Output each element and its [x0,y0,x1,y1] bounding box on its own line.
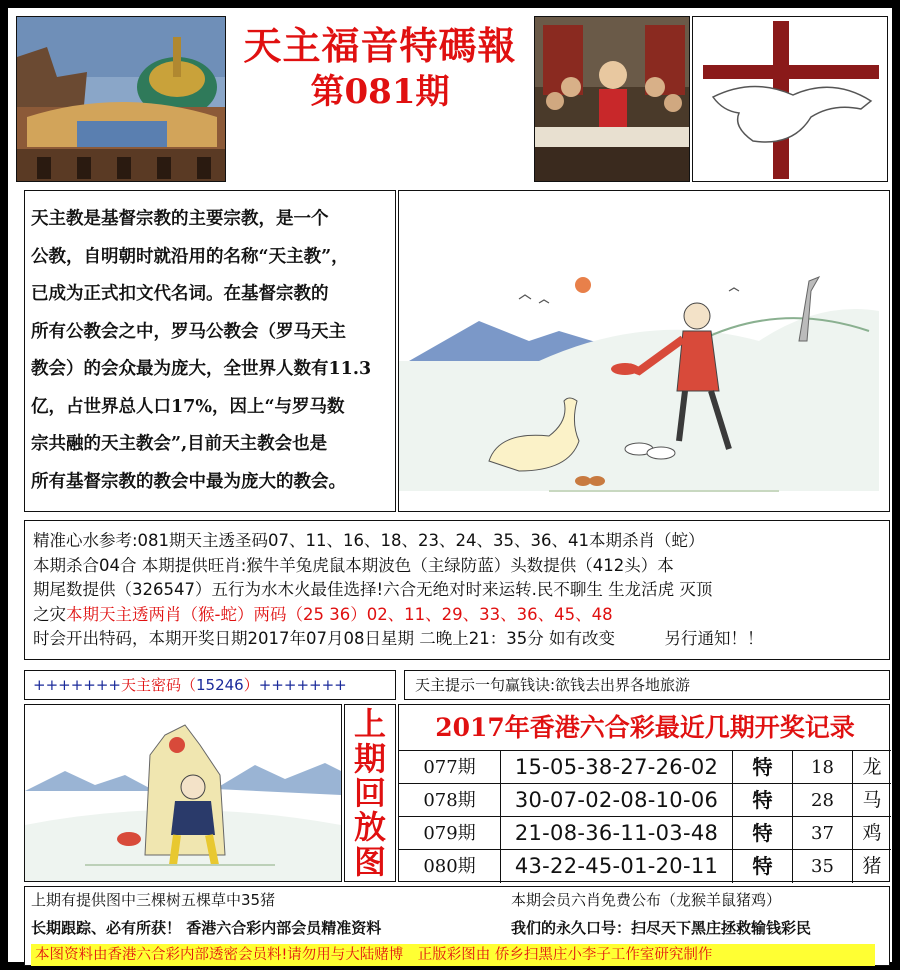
record-special-number: 37 [793,817,853,850]
record-special-label: 特 [733,817,793,850]
info-line: 本期杀合04合 本期提供旺肖:猴牛羊兔虎鼠本期波色（主绿防蓝）头数提供（412头）本 [33,555,674,575]
info-line: 时会开出特码，本期开奖日期2017年07月08日星期 二晚上21：35分 如有改变 另行通知！！ [33,629,764,648]
record-issue: 080期 [399,850,501,883]
review-char: 期 [353,739,386,778]
record-zodiac: 鸡 [862,822,882,844]
cross-dove-image [692,16,888,182]
last-review-label [344,704,396,882]
record-zodiac: 马 [862,789,882,811]
plus-decoration: +++++++ [33,676,121,694]
intro-line: 所有基督宗教的教会中最为庞大的教会。 [31,471,346,492]
table-row [399,784,891,817]
intro-line: 亿，占世界总人口17%，因上“与罗马数 [31,396,345,417]
record-issue: 079期 [399,817,501,850]
church-dome-image [16,16,226,182]
intro-line: 已成为正式扣文代名词。在基督宗教的 [31,284,329,304]
table-row [399,850,891,883]
last-supper-painting [534,16,690,182]
intro-line: 教会）的会众最为庞大，全世界人数有11.3 [31,359,372,379]
records-title: 2017年香港六合彩最近几期开奖记录 [399,705,891,751]
record-special-label: 特 [733,784,793,817]
boy-goose-illustration [398,190,890,512]
secret-label-end: ） [243,676,259,694]
record-zodiac: 猪 [862,855,882,877]
intro-paragraph [24,190,396,512]
info-line: 期尾数提供（326547）五行为水木火最佳选择!六合无绝对时来运转.民不聊生 生龙活虎 灭顶 [33,580,713,599]
tree-man-illustration [24,704,342,882]
record-special-label: 特 [733,751,793,784]
intro-line: 宗共融的天主教会”,目前天主教会也是 [31,434,328,454]
intro-line: 天主教是基督宗教的主要宗教，是一个 [31,209,329,229]
record-special-number: 28 [793,784,853,817]
review-char: 上 [353,705,386,744]
hint-bar: 天主提示一句赢钱诀:欲钱去出界各地旅游 [404,670,890,700]
record-numbers: 30-07-02-08-10-06 [501,784,733,817]
issue-number: 第081期 [310,72,450,112]
review-char: 回 [353,773,386,812]
footer-block [24,886,890,966]
table-row [399,751,891,784]
plus-decoration: +++++++ [258,676,347,694]
record-issue: 078期 [399,784,501,817]
newspaper-title: 天主福音特碼報 [243,23,517,68]
prediction-info-block [24,520,890,660]
footer-disclaimer-banner: 本图资料由香港六合彩内部透密会员料!请勿用与大陆赌博 正版彩图由 侨乡扫黑庄小李子工作室研究制作 [31,944,875,966]
review-char: 放 [353,808,386,847]
page [6,6,894,964]
intro-line: 所有公教会之中，罗马公教会（罗马天主 [31,321,346,342]
record-special-label: 特 [733,850,793,883]
record-numbers: 43-22-45-01-20-11 [501,850,733,883]
info-line [33,603,881,628]
record-zodiac: 龙 [862,756,882,778]
footer-slogan: 长期跟踪、必有所获！ 香港六合彩内部会员精准资料 [31,919,382,937]
record-special-number: 35 [793,850,853,883]
info-line: 精准心水参考:081期天主透圣码07、11、16、18、23、24、35、36、41本期杀肖（蛇） [33,531,705,550]
intro-line: 公教，自明朝时就沿用的名称“天主教”， [31,246,349,267]
newspaper-title-block [230,22,530,114]
record-numbers: 15-05-38-27-26-02 [501,751,733,784]
secret-code: 15246 [196,676,244,694]
footer-member-zodiac: 本期会员六肖免费公布（龙猴羊鼠猪鸡） [511,891,782,909]
table-row [399,817,891,850]
footer-motto: 我们的永久口号：扫尽天下黑庄拯救输钱彩民 [511,919,812,937]
record-issue: 077期 [399,751,501,784]
info-line-prefix: 之灾 [33,604,66,624]
record-special-number: 18 [793,751,853,784]
review-char: 图 [353,842,386,881]
footer-last-hint: 上期有提供图中三棵树五棵草中35猪 [31,891,276,909]
record-numbers: 21-08-36-11-03-48 [501,817,733,850]
highlight-prediction: 本期天主透两肖（猴-蛇）两码（25 36）02、11、29、33、36、45、48 [66,604,613,624]
secret-code-bar [24,670,396,700]
lottery-records-table [398,704,890,882]
secret-label: 天主密码（ [120,676,196,694]
